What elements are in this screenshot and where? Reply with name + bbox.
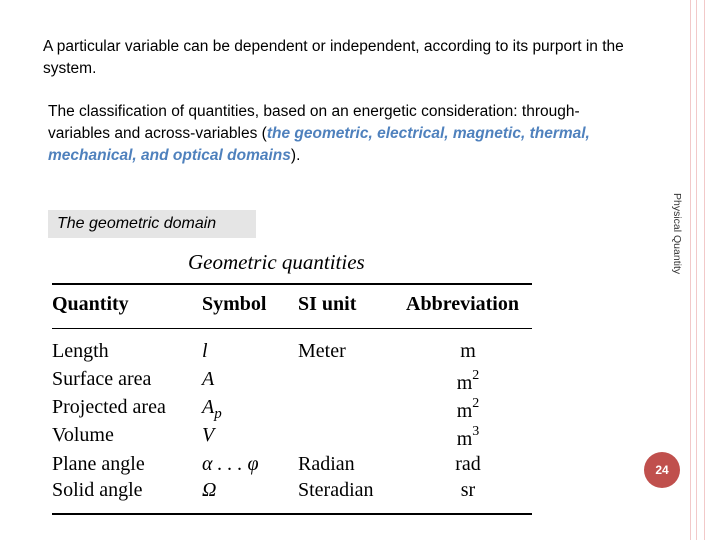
classification-paragraph (48, 101, 638, 167)
symbol-text: α . . . φ (202, 453, 259, 475)
cell-symbol (202, 424, 214, 447)
abbreviation-text: m (456, 400, 473, 422)
cell-quantity: Projected area (52, 396, 166, 418)
classification-lead: The classification of quantities, based on an energetic consideration: through-variables and across-variables ( (48, 103, 580, 142)
cell-quantity: Volume (52, 424, 114, 446)
cell-symbol (202, 340, 208, 363)
symbol-text: V (202, 424, 215, 446)
cell-abbreviation (438, 340, 498, 363)
cell-si-unit: Steradian (298, 479, 374, 501)
abbreviation-exponent: 2 (472, 396, 480, 411)
cell-quantity: Surface area (52, 368, 152, 390)
section-tag: The geometric domain (48, 210, 256, 238)
cell-symbol (202, 453, 259, 476)
header-rule (52, 328, 532, 329)
cell-quantity: Solid angle (52, 479, 143, 501)
cell-symbol (202, 396, 222, 423)
abbreviation-text: m (456, 428, 473, 450)
frame-line (704, 0, 705, 540)
page-number-badge: 24 (644, 452, 680, 488)
cell-si-unit: Radian (298, 453, 355, 475)
cell-abbreviation (438, 424, 498, 451)
symbol-subscript: p (214, 406, 222, 422)
cell-symbol (202, 368, 214, 391)
symbol-text: Ω (202, 479, 217, 501)
domains-highlight: the geometric, electrical, magnetic, thermal, mechanical, and optical domains (48, 125, 590, 164)
abbreviation-text: rad (455, 453, 481, 475)
table-bottom-rule (52, 513, 532, 515)
header-symbol: Symbol (202, 293, 267, 315)
cell-si-unit: Meter (298, 340, 346, 362)
symbol-text: l (202, 340, 208, 362)
side-label-text: Physical Quantity (671, 193, 683, 275)
header-quantity: Quantity (52, 293, 129, 315)
abbreviation-text: m (460, 340, 476, 362)
intro-paragraph: A particular variable can be dependent or independent, according to its purport in the system. (43, 38, 624, 77)
frame-line (696, 0, 697, 540)
cell-abbreviation (438, 396, 498, 423)
abbreviation-exponent: 3 (472, 424, 480, 439)
frame-line (690, 0, 691, 540)
cell-abbreviation (438, 479, 498, 502)
symbol-text: A (202, 396, 215, 418)
header-abbreviation: Abbreviation (406, 293, 519, 315)
cell-abbreviation (438, 368, 498, 395)
abbreviation-exponent: 2 (472, 368, 480, 383)
table-title: Geometric quantities (188, 250, 365, 274)
header-si-unit: SI unit (298, 293, 357, 315)
geometric-quantities-table (50, 248, 532, 518)
symbol-text: A (202, 368, 215, 390)
abbreviation-text: m (456, 372, 473, 394)
cell-quantity: Length (52, 340, 109, 362)
cell-quantity: Plane angle (52, 453, 145, 475)
cell-symbol (202, 479, 216, 502)
table-top-rule (52, 283, 532, 285)
abbreviation-text: sr (460, 479, 476, 501)
cell-abbreviation (438, 453, 498, 476)
side-label (667, 193, 687, 288)
classification-tail: ). (290, 147, 301, 164)
